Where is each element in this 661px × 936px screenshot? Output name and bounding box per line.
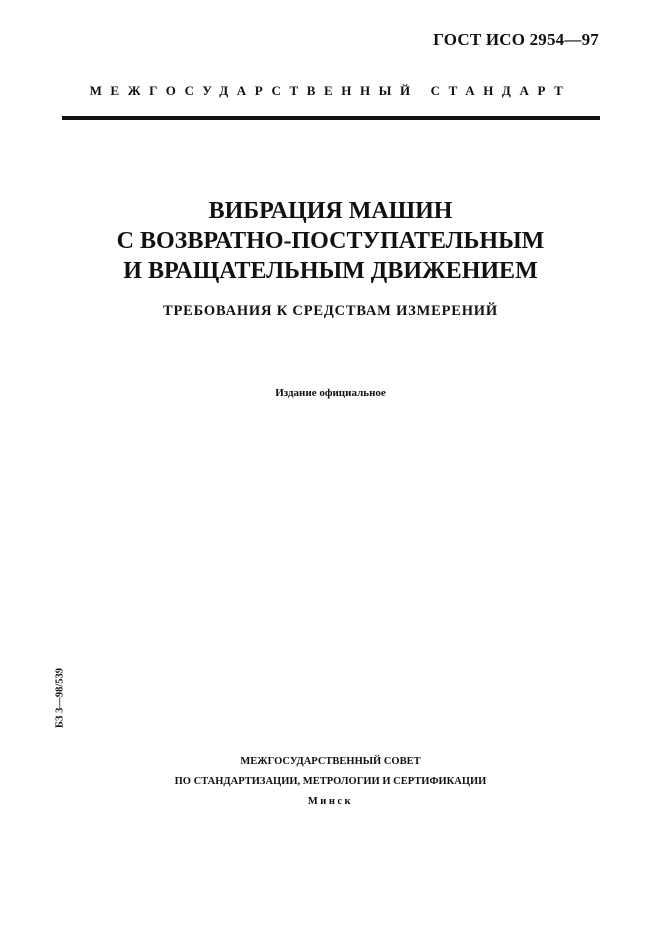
publisher-block xyxy=(0,752,661,812)
document-title xyxy=(0,196,661,286)
publisher-line-2: ПО СТАНДАРТИЗАЦИИ, МЕТРОЛОГИИ И СЕРТИФИКАЦИИ xyxy=(174,776,487,787)
header-divider xyxy=(62,116,600,120)
document-number: ГОСТ ИСО 2954—97 xyxy=(433,30,599,49)
title-line-2: С ВОЗВРАТНО-ПОСТУПАТЕЛЬНЫМ xyxy=(116,228,545,254)
publisher-city: Минск xyxy=(307,796,354,807)
side-code-label xyxy=(50,664,70,732)
edition-note: Издание официальное xyxy=(275,387,386,399)
publisher-line-1: МЕЖГОСУДАРСТВЕННЫЙ СОВЕТ xyxy=(240,756,421,767)
document-subtitle: ТРЕБОВАНИЯ К СРЕДСТВАМ ИЗМЕРЕНИЙ xyxy=(163,303,498,319)
title-line-3: И ВРАЩАТЕЛЬНЫМ ДВИЖЕНИЕМ xyxy=(123,258,538,284)
standard-type-heading: МЕЖГОСУДАРСТВЕННЫЙ СТАНДАРТ xyxy=(89,83,572,98)
side-code-text: БЗ 3—98/539 xyxy=(54,667,66,729)
title-line-1: ВИБРАЦИЯ МАШИН xyxy=(208,198,453,224)
